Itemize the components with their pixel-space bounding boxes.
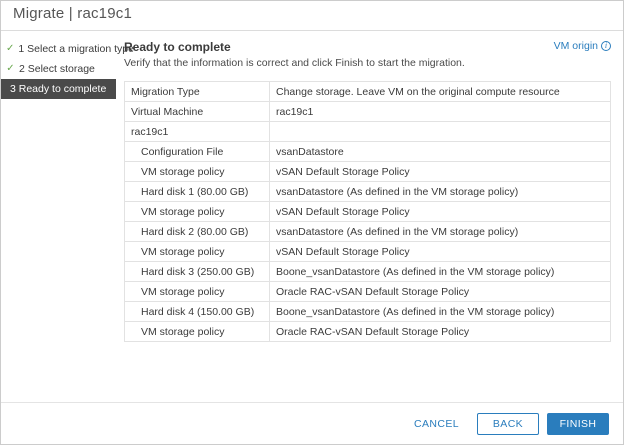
table-row [125,202,611,222]
row-label: VM storage policy [125,322,270,342]
row-label: Configuration File [125,142,270,162]
vm-origin-link[interactable] [554,40,611,52]
row-value: Oracle RAC-vSAN Default Storage Policy [270,282,611,302]
row-value: vSAN Default Storage Policy [270,242,611,262]
check-icon: ✓ [6,63,15,74]
page-subtitle: Verify that the information is correct and click Finish to start the migration. [124,57,465,69]
row-value: Change storage. Leave VM on the original compute resource [270,82,611,102]
row-label: VM storage policy [125,282,270,302]
row-value: vsanDatastore [270,142,611,162]
step-label: 3 Ready to complete [10,83,107,95]
table-row [125,162,611,182]
summary-table-body [125,82,611,342]
row-value: vsanDatastore (As defined in the VM storage policy) [270,182,611,202]
cancel-button[interactable]: CANCEL [404,413,469,435]
sidebar-item-select-migration-type[interactable] [1,39,134,59]
row-label: VM storage policy [125,162,270,182]
step-label: 1 Select a migration type [18,43,134,55]
table-row [125,242,611,262]
table-row [125,302,611,322]
table-row [125,102,611,122]
dialog-title: Migrate | rac19c1 [13,5,133,22]
wizard-steps [1,31,134,403]
row-label: Virtual Machine [125,102,270,122]
row-label: Hard disk 1 (80.00 GB) [125,182,270,202]
row-label: Hard disk 3 (250.00 GB) [125,262,270,282]
row-value: Boone_vsanDatastore (As defined in the VM storage policy) [270,302,611,322]
row-label: Migration Type [125,82,270,102]
row-value: rac19c1 [270,102,611,122]
dialog-titlebar [1,1,623,31]
row-label: rac19c1 [125,122,270,142]
dialog-body [1,31,623,403]
content-header [124,40,611,81]
wizard-content [116,31,623,403]
row-label: Hard disk 2 (80.00 GB) [125,222,270,242]
table-row [125,142,611,162]
page-title: Ready to complete [124,40,231,54]
table-row [125,222,611,242]
table-row [125,182,611,202]
vm-origin-label: VM origin [553,40,598,52]
row-value: vSAN Default Storage Policy [270,162,611,182]
back-button[interactable]: BACK [477,413,539,435]
row-value [270,122,611,142]
table-row [125,82,611,102]
row-value: vsanDatastore (As defined in the VM storage policy) [270,222,611,242]
step-label: 2 Select storage [19,63,95,75]
info-icon[interactable]: i [601,41,611,51]
row-value: vSAN Default Storage Policy [270,202,611,222]
summary-table [124,81,611,342]
row-label: Hard disk 4 (150.00 GB) [125,302,270,322]
row-label: VM storage policy [125,202,270,222]
sidebar-item-ready-to-complete[interactable] [1,79,116,99]
table-row [125,322,611,342]
row-value: Boone_vsanDatastore (As defined in the VM storage policy) [270,262,611,282]
sidebar-item-select-storage[interactable] [1,59,116,79]
row-value: Oracle RAC-vSAN Default Storage Policy [270,322,611,342]
row-label: VM storage policy [125,242,270,262]
finish-button[interactable]: FINISH [547,413,609,435]
check-icon: ✓ [6,43,15,54]
table-row [125,262,611,282]
dialog-footer [1,402,623,444]
table-row [125,122,611,142]
table-row [125,282,611,302]
